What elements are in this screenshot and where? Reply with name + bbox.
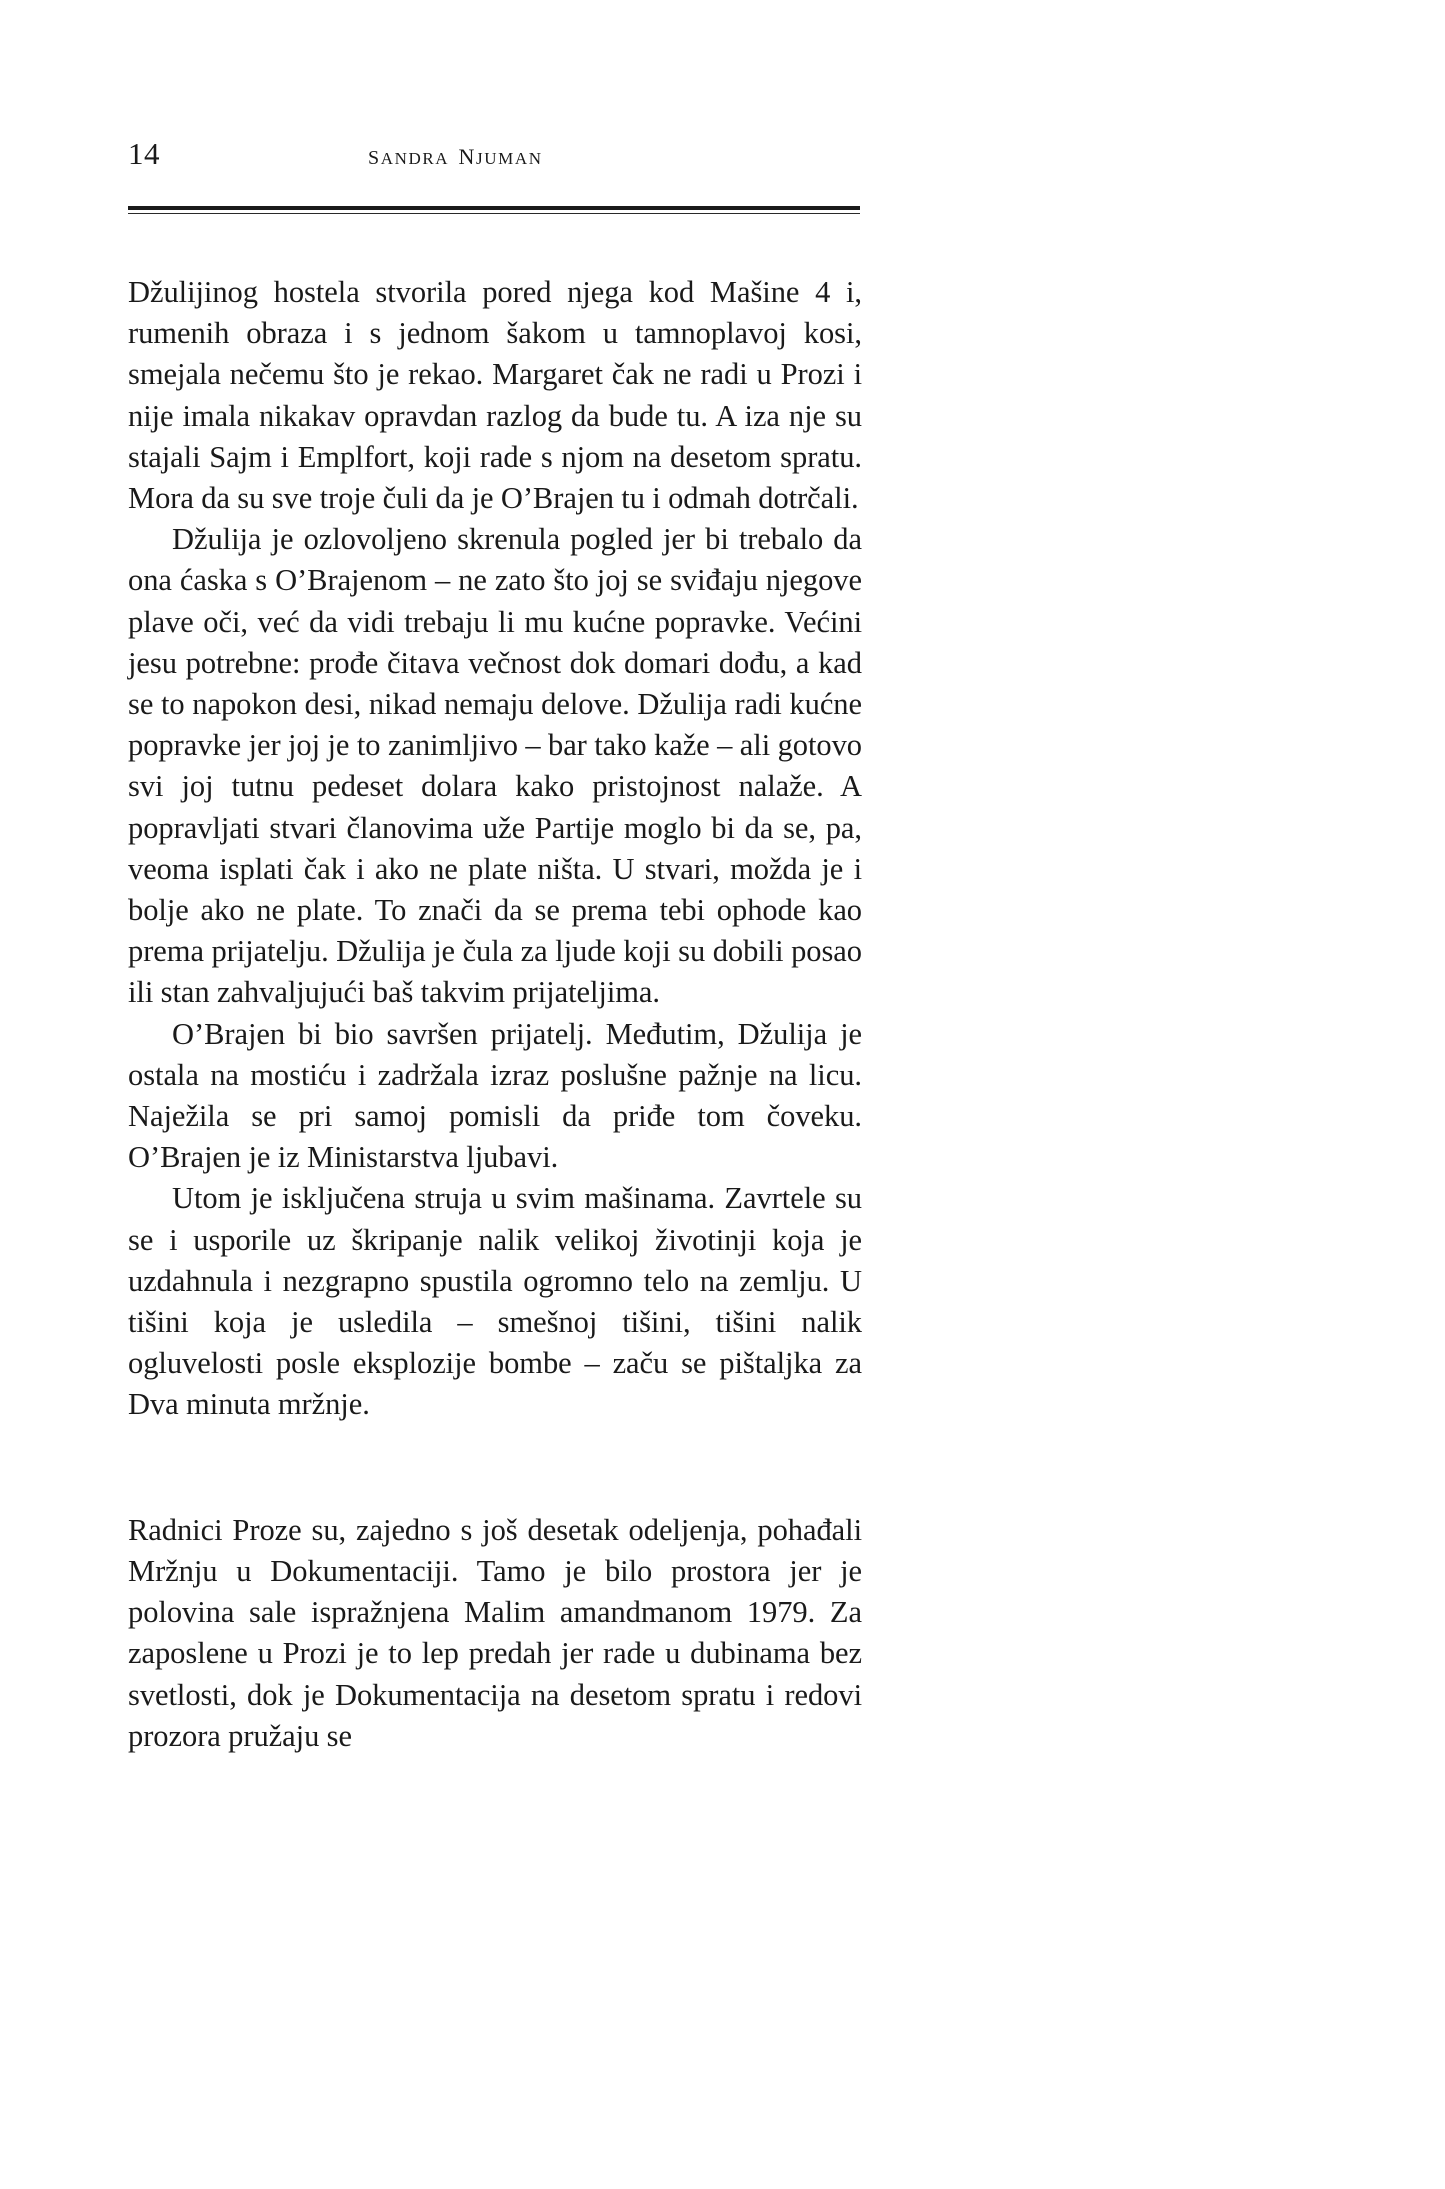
- author-last-rest: juman: [476, 144, 543, 170]
- author-first-rest: andra: [380, 144, 450, 170]
- rule-thin-line: [128, 213, 860, 214]
- running-head: [128, 138, 860, 188]
- body-text-column: [128, 272, 862, 1757]
- author-space: [449, 136, 458, 171]
- page-number: 14: [128, 136, 160, 171]
- running-head-author: [368, 138, 543, 170]
- header-double-rule: [128, 206, 860, 214]
- section-break-spacer: [128, 1426, 862, 1510]
- author-initial-last: n: [458, 136, 477, 171]
- paragraph: Džulijinog hostela stvorila pored njega kod Mašine 4 i, rumenih obraza i s jednom šakom u tamnoplavoj kosi, smejala nečemu što je rekao. Margaret čak ne radi u Prozi i nije imala nikakav opravdan razlog da bude tu. A iza nje su stajali Sajm i Emplfort, koji rade s njom na desetom spratu. Mora da su sve troje čuli da je O’Brajen tu i odmah dotrčali.: [128, 275, 862, 516]
- paragraph: Radnici Proze su, zajedno s još desetak odeljenja, pohađali Mržnju u Dokumentaciji. Tamo je bilo prostora jer je polovina sale ispražnjena Malim amandmanom 1979. Za zaposlene u Prozi je to lep predah jer rade u dubinama bez svetlosti, dok je Dokumentacija na desetom spratu i redovi prozora pružaju se: [128, 1512, 862, 1753]
- paragraph: Utom je isključena struja u svim mašinama. Zavrtele su se i usporile uz škripanje nalik velikoj životinji koja je uzdahnula i nezgrapno spustila ogromno telo na zemlju. U tišini koja je usledila – smešnoj tišini, tišini nalik ogluvelosti posle eksplozije bombe – začu se pištaljka za Dva minuta mržnje.: [128, 1181, 862, 1422]
- paragraph: O’Brajen bi bio savršen prijatelj. Međutim, Džulija je ostala na mostiću i zadržala izraz poslušne pažnje na licu. Naježila se pri samoj pomisli da priđe tom čoveku. O’Brajen je iz Ministarstva ljubavi.: [128, 1016, 862, 1175]
- paragraph: Džulija je ozlovoljeno skrenula pogled jer bi trebalo da ona ćaska s O’Brajenom – ne zato što joj se sviđaju njegove plave oči, već da vidi trebaju li mu kućne popravke. Većini jesu potrebne: prođe čitava večnost dok domari dođu, a kad se to napokon desi, nikad nemaju delove. Džulija radi kućne popravke jer joj je to zanimljivo – bar tako kaže – ali gotovo svi joj tutnu pedeset dolara kako pristojnost nalaže. A popravljati stvari članovima uže Partije moglo bi da se, pa, veoma isplati čak i ako ne plate ništa. U stvari, možda je i bolje ako ne plate. To znači da se prema tebi ophode kao prema prijatelju. Džulija je čula za ljude koji su dobili posao ili stan zahvaljujući baš takvim prijateljima.: [128, 522, 862, 1010]
- author-initial-first: s: [368, 139, 381, 171]
